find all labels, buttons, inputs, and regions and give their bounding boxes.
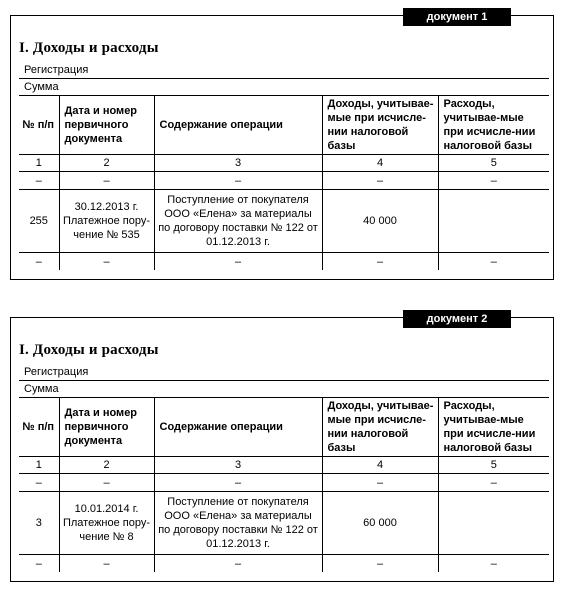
column-header-document: Дата и номер первичного документа [59, 398, 154, 457]
entry-expense [438, 492, 549, 555]
registration-label: Регистрация [19, 63, 549, 79]
sum-label: Сумма [19, 382, 549, 398]
column-header-no: № п/п [19, 398, 59, 457]
document-1 [10, 11, 554, 280]
section-title: I. Доходы и расходы [19, 40, 159, 56]
entry-document: 30.12.2013 г. Платежное пору-чение № 535 [59, 190, 154, 253]
dash-cell: – [154, 172, 322, 190]
column-number: 5 [438, 155, 549, 172]
header-row [19, 96, 549, 155]
dash-cell: – [59, 172, 154, 190]
registration-label: Регистрация [19, 365, 549, 381]
column-header-expense: Расходы, учитывае-мые при исчисле-нии налоговой базы [438, 398, 549, 457]
dash-cell: – [438, 253, 549, 271]
dash-cell: – [322, 253, 438, 271]
column-number: 5 [438, 457, 549, 474]
entry-no: 3 [19, 492, 59, 555]
column-number: 3 [154, 457, 322, 474]
ledger-table [19, 398, 549, 572]
dash-cell: – [19, 253, 59, 271]
column-number: 1 [19, 457, 59, 474]
sum-label: Сумма [19, 80, 549, 96]
entry-income: 40 000 [322, 190, 438, 253]
column-header-document: Дата и номер первичного документа [59, 96, 154, 155]
column-number: 2 [59, 457, 154, 474]
entry-expense [438, 190, 549, 253]
dash-cell: – [438, 474, 549, 492]
header-row [19, 398, 549, 457]
dash-cell: – [154, 474, 322, 492]
dash-cell: – [19, 555, 59, 573]
entry-operation: Поступление от покупателя ООО «Елена» за материалы по договору поставки № 122 от 01.12.2013 г. [154, 190, 322, 253]
entry-operation: Поступление от покупателя ООО «Елена» за материалы по договору поставки № 122 от 01.12.2013 г. [154, 492, 322, 555]
dash-cell: – [59, 555, 154, 573]
column-number: 1 [19, 155, 59, 172]
document-tag: документ 2 [403, 310, 511, 328]
column-header-operation: Содержание операции [154, 96, 322, 155]
dash-cell: – [322, 172, 438, 190]
column-number: 2 [59, 155, 154, 172]
section-title: I. Доходы и расходы [19, 342, 159, 358]
dash-cell: – [154, 253, 322, 271]
column-number-row [19, 457, 549, 474]
dash-cell: – [438, 172, 549, 190]
dash-row [19, 172, 549, 190]
column-header-income: Доходы, учитывае-мые при исчисле-нии налоговой базы [322, 96, 438, 155]
dash-row [19, 555, 549, 573]
dash-cell: – [322, 555, 438, 573]
column-header-income: Доходы, учитывае-мые при исчисле-нии налоговой базы [322, 398, 438, 457]
dash-cell: – [59, 253, 154, 271]
dash-cell: – [154, 555, 322, 573]
dash-cell: – [59, 474, 154, 492]
column-number: 3 [154, 155, 322, 172]
column-header-no: № п/п [19, 96, 59, 155]
entry-no: 255 [19, 190, 59, 253]
dash-cell: – [322, 474, 438, 492]
column-number: 4 [322, 457, 438, 474]
ledger-table [19, 96, 549, 270]
entry-income: 60 000 [322, 492, 438, 555]
column-number-row [19, 155, 549, 172]
column-header-expense: Расходы, учитывае-мые при исчисле-нии налоговой базы [438, 96, 549, 155]
table-row [19, 492, 549, 555]
column-number: 4 [322, 155, 438, 172]
dash-cell: – [438, 555, 549, 573]
dash-cell: – [19, 474, 59, 492]
document-2 [10, 313, 554, 582]
column-header-operation: Содержание операции [154, 398, 322, 457]
dash-row [19, 474, 549, 492]
table-row [19, 190, 549, 253]
entry-document: 10.01.2014 г. Платежное пору-чение № 8 [59, 492, 154, 555]
document-tag: документ 1 [403, 8, 511, 26]
dash-cell: – [19, 172, 59, 190]
dash-row [19, 253, 549, 271]
